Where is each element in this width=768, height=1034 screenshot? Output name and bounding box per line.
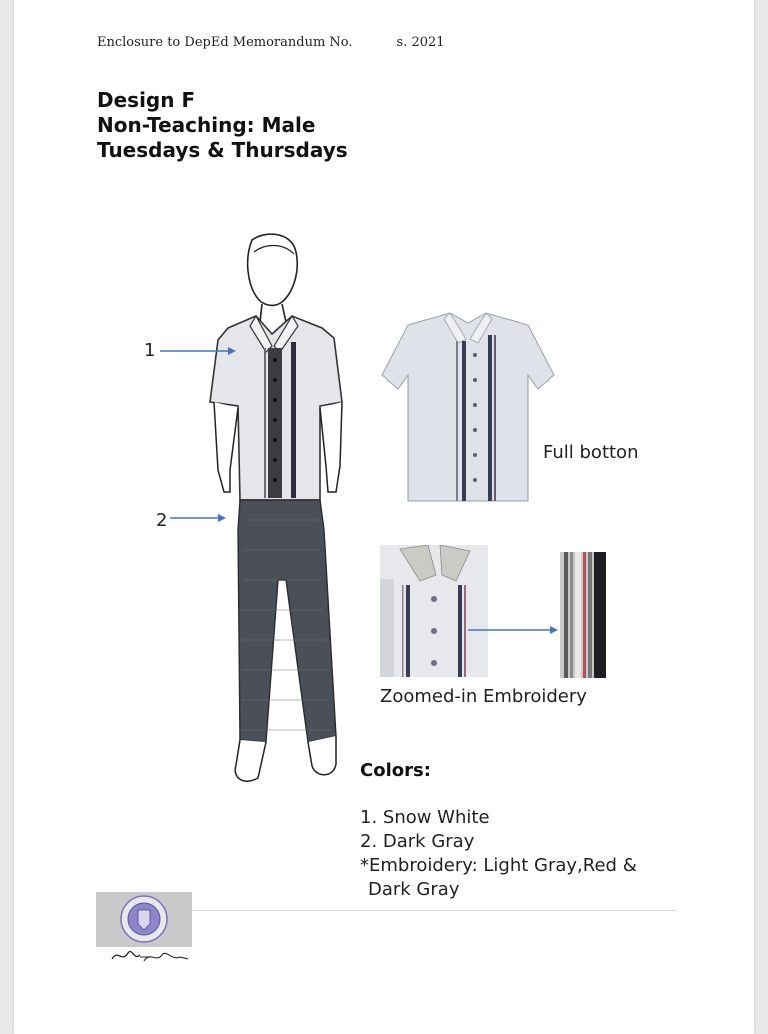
color-item: Dark Gray	[368, 879, 460, 900]
memo-year: s. 2021	[396, 35, 445, 50]
color-item: 2. Dark Gray	[360, 831, 475, 852]
color-item: *Embroidery: Light Gray,Red &	[360, 855, 637, 876]
deped-seal-icon	[96, 892, 192, 947]
label-2-arrow	[170, 511, 226, 525]
label-1-arrow	[160, 344, 236, 358]
full-button-caption: Full botton	[543, 442, 639, 463]
full-button-shirt-photo	[378, 305, 560, 505]
days-title: Tuesdays & Thursdays	[97, 138, 348, 162]
enclosure-text: Enclosure to DepEd Memorandum No.	[97, 35, 353, 50]
colors-heading: Colors:	[360, 760, 431, 781]
deped-seal-box	[96, 892, 192, 947]
enclosure-header	[97, 35, 445, 50]
zoomed-embroidery-caption: Zoomed-in Embroidery	[380, 686, 587, 707]
title-block	[97, 88, 348, 163]
signature-scribble	[110, 945, 190, 967]
embroidery-zoom-photo	[560, 552, 606, 678]
figure-label-1: 1	[144, 340, 156, 361]
category-title: Non-Teaching: Male	[97, 113, 316, 137]
design-title: Design F	[97, 88, 196, 112]
collar-closeup-photo	[380, 545, 488, 677]
color-item: 1. Snow White	[360, 807, 490, 828]
document-page	[14, 0, 754, 1034]
embroidery-zoom-arrow	[468, 623, 558, 637]
collar-closeup-drawing	[380, 545, 488, 677]
colors-list	[360, 806, 637, 902]
embroidery-zoom-drawing	[560, 552, 606, 678]
figure-label-2: 2	[156, 510, 168, 531]
